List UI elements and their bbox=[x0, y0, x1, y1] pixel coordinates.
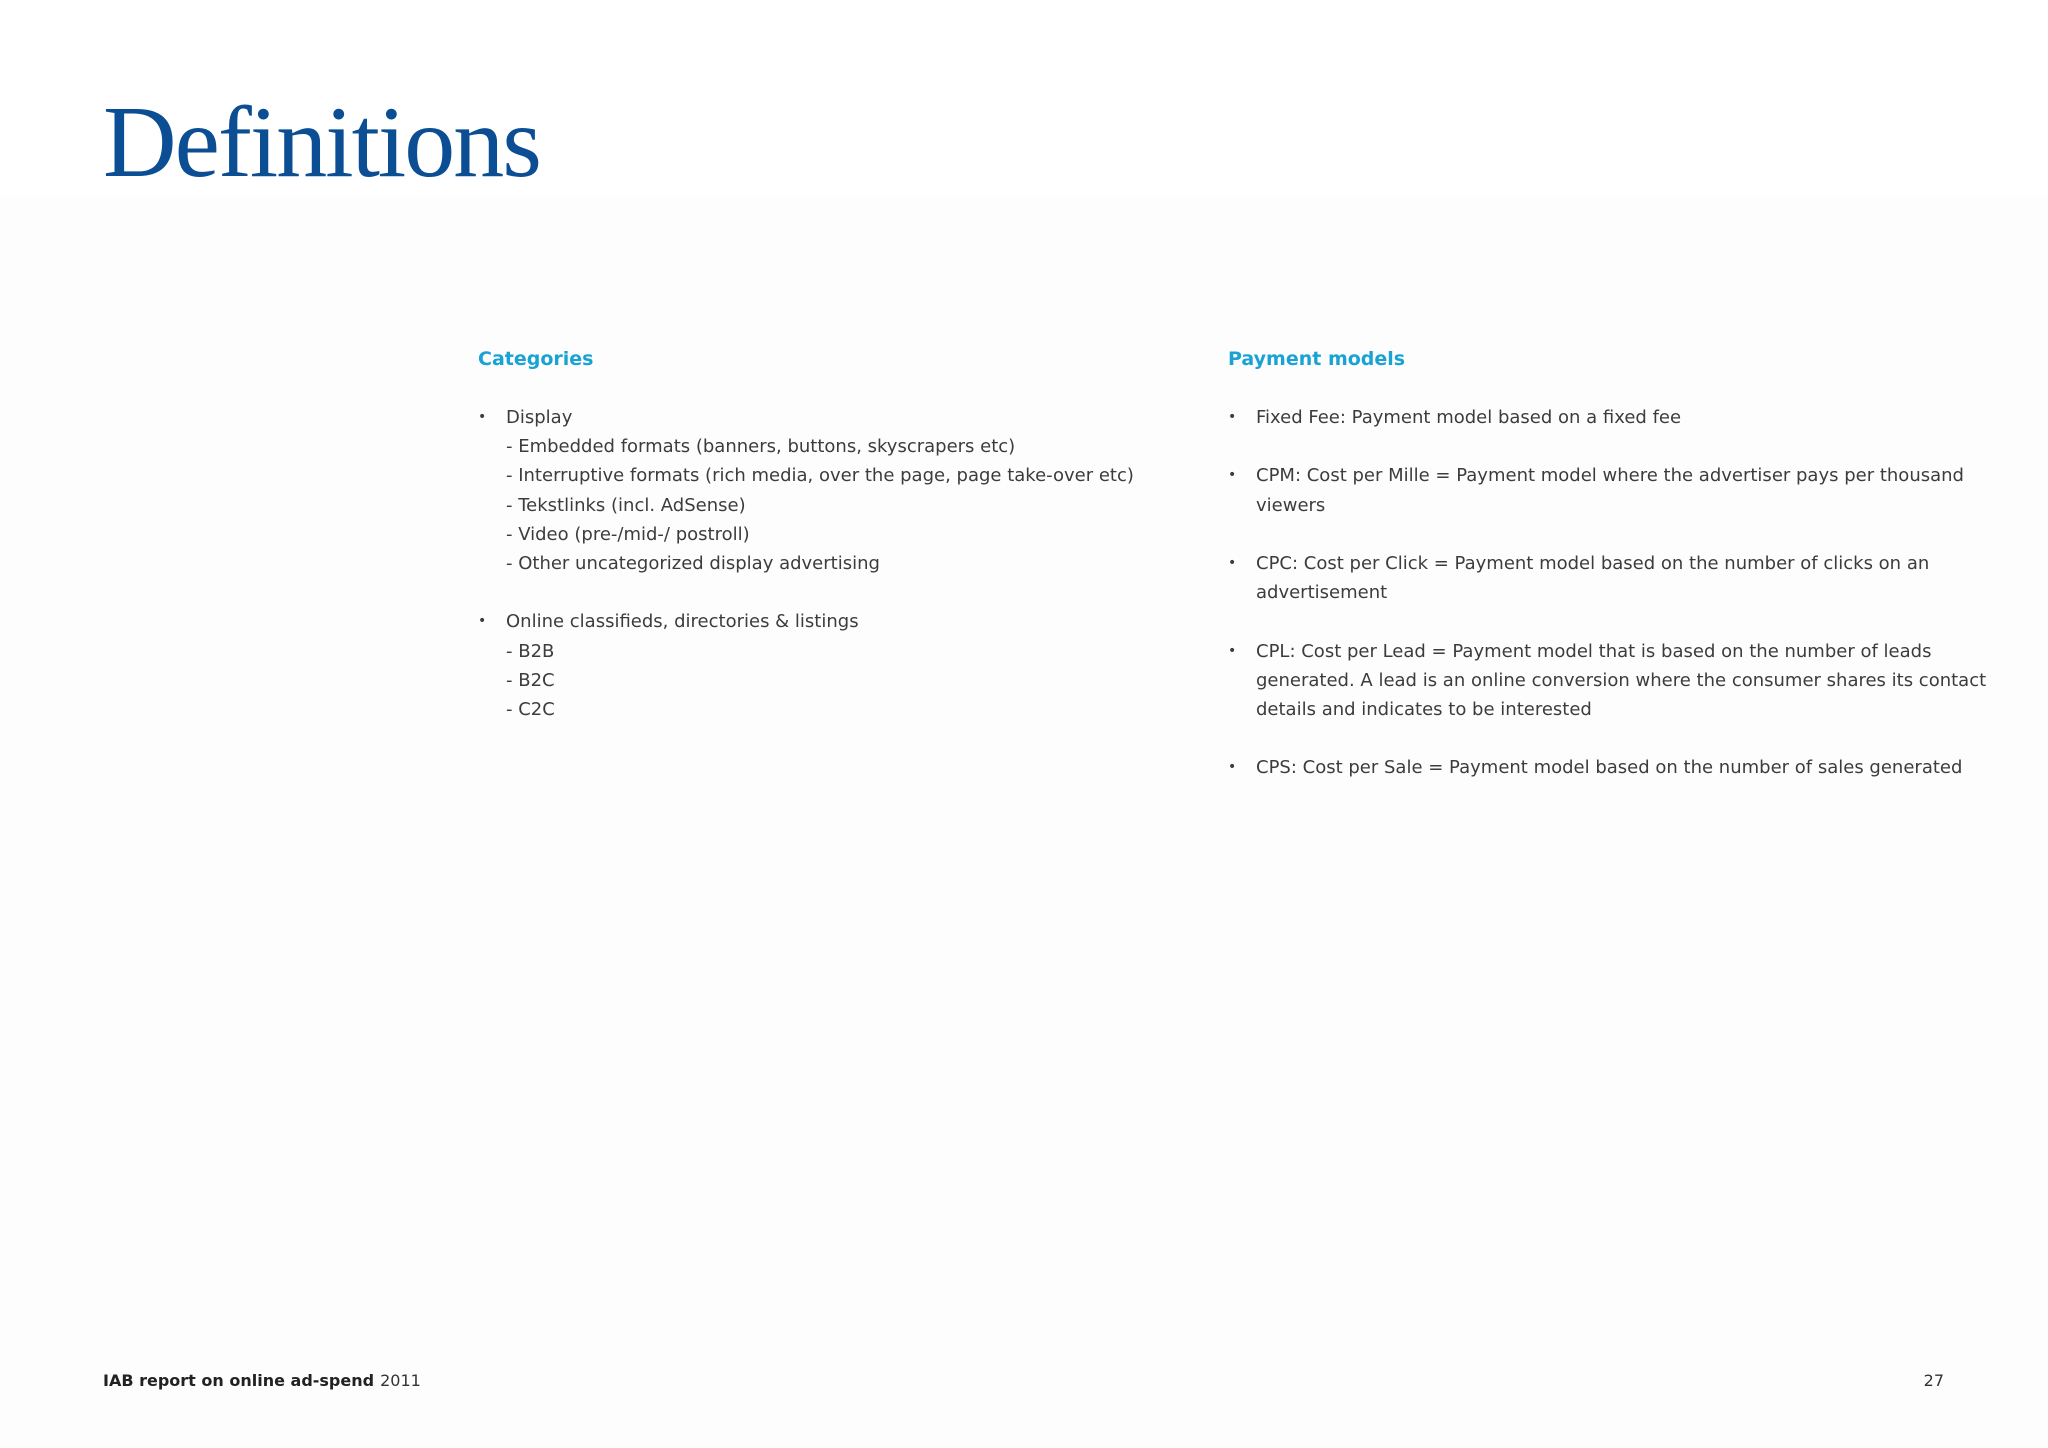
bullet-icon: • bbox=[1228, 409, 1237, 425]
bullet-icon: • bbox=[478, 409, 487, 425]
payment-models-section bbox=[1228, 345, 1988, 783]
list-item bbox=[1228, 461, 1988, 519]
list-item bbox=[1228, 637, 1988, 725]
category-subitem: - Other uncategorized display advertising bbox=[506, 553, 880, 575]
footer-report-title: IAB report on online ad-spend bbox=[103, 1371, 375, 1390]
categories-section bbox=[478, 345, 1138, 724]
category-subitem: - Embedded formats (banners, buttons, skyscrapers etc) bbox=[506, 436, 1016, 458]
category-subitem: - B2B bbox=[506, 640, 555, 662]
bullet-icon: • bbox=[1228, 554, 1237, 571]
category-label: Online classifieds, directories & listings bbox=[506, 611, 859, 633]
category-label: Display bbox=[506, 407, 573, 428]
bullet-icon: • bbox=[1228, 759, 1237, 776]
bullet-icon: • bbox=[1228, 642, 1237, 659]
list-item bbox=[478, 403, 1138, 578]
page-title: Definitions bbox=[103, 86, 540, 199]
payment-model-text: CPL: Cost per Lead = Payment model that is based on the number of leads generated. A lead is an online conversion where the consumer shares its contact details and indicates to be interested bbox=[1256, 640, 1987, 720]
list-item bbox=[478, 607, 1138, 724]
category-subitem: - Video (pre-/mid-/ postroll) bbox=[506, 523, 750, 545]
payment-models-heading: Payment models bbox=[1228, 348, 1406, 370]
bullet-icon: • bbox=[478, 613, 487, 630]
categories-list bbox=[478, 403, 1138, 724]
category-subitem: - B2C bbox=[506, 669, 555, 691]
category-subitem: - Interruptive formats (rich media, over the page, page take-over etc) bbox=[506, 465, 1134, 487]
list-item bbox=[1228, 403, 1988, 432]
footer bbox=[103, 1370, 421, 1392]
page-number: 27 bbox=[1923, 1371, 1944, 1390]
categories-heading: Categories bbox=[478, 348, 594, 370]
payment-model-text: CPC: Cost per Click = Payment model based on the number of clicks on an advertisement bbox=[1256, 552, 1930, 604]
payment-model-text: CPS: Cost per Sale = Payment model based on the number of sales generated bbox=[1256, 757, 1963, 779]
footer-year: 2011 bbox=[380, 1371, 421, 1390]
payment-models-list bbox=[1228, 403, 1988, 783]
category-subitem: - Tekstlinks (incl. AdSense) bbox=[506, 494, 746, 516]
list-item bbox=[1228, 753, 1988, 782]
category-subitem: - C2C bbox=[506, 699, 555, 721]
bullet-icon: • bbox=[1228, 467, 1237, 484]
payment-model-text: Fixed Fee: Payment model based on a fixed fee bbox=[1256, 407, 1682, 428]
payment-model-text: CPM: Cost per Mille = Payment model where the advertiser pays per thousand viewers bbox=[1256, 465, 1964, 516]
list-item bbox=[1228, 549, 1988, 607]
